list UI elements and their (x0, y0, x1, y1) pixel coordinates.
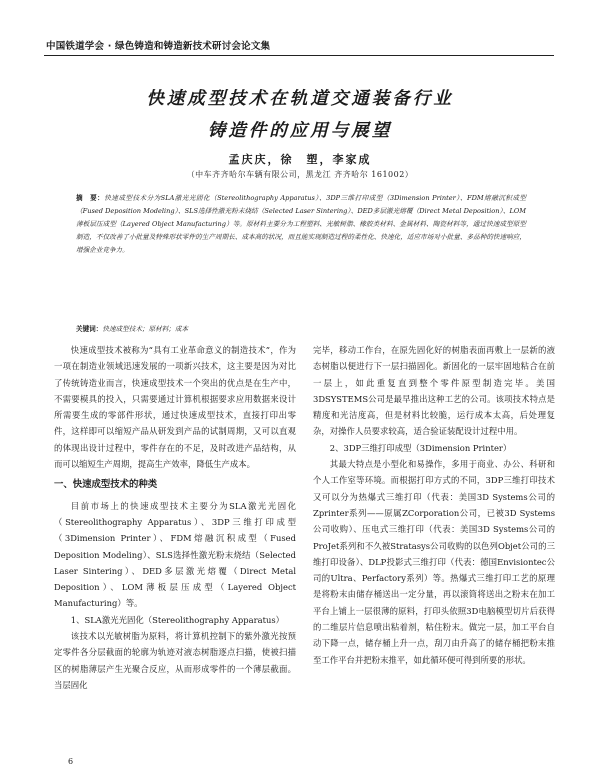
header-rule (44, 55, 554, 56)
keywords-text: 快速成型技术；原材料；成本 (102, 325, 189, 333)
subheading-3dp: 2、3DP三维打印成型（3Dimension Printer） (329, 442, 512, 453)
abstract-label: 摘 要： (76, 194, 105, 202)
subheading-sla: 1、SLA激光光固化（Stereolithography Apparatus） (70, 614, 285, 625)
abstract-text: 快速成型技术分为SLA激光光固化（Stereolithography Apparatus）、3DP三维打印成型（3Dimension Printer）、FDM熔融沉积成型（Fused Deposition Modeling）、SLS选择性激光粉末烧结（Selected Laser Sintering）、DED多层激光熔覆（Direct Metal Deposition）、LOM薄板层压成型（Layered Object Manufacturing）等。原材料主要分为工程塑料、光敏树脂、橡胶类材料、金属材料、陶瓷材料等，通过快速成型原型制造，不仅改善了小批量及特殊形状零件的生产周期长、成本高的状况，而且能实现制造过程的柔性化、快速化，适应市场对小批量、多品种的快速响应，增强企业竞争力。 (76, 194, 527, 254)
left-column (54, 342, 296, 693)
page-number: 6 (68, 757, 74, 766)
authors: 孟庆庆，徐 塑，李家成 (228, 153, 372, 166)
left-paragraph-intro: 快速成型技术被称为“具有工业革命意义的制造技术”，作为一项在制造业领域迅速发展的一项新兴技术，这主要是因为对比了传统铸造业而言，快速成型技术一个突出的优点是在生产中，不需要模具的投入，只需要通过计算机根据要求应用数据来设计所需要生成的零部件形状，通过快速成型技术，直接打印出零件，这样即可以缩短产品从研发到产品的试制周期，又可以直观的体现出设计过程中，零件存在的不足，及时改进产品结构，从而可以缩短生产周期，提高生产效率，降低生产成本。 (54, 345, 296, 470)
abstract (76, 192, 526, 257)
section-heading: 一、快速成型技术的种类 (54, 479, 158, 491)
affiliation: （中车齐齐哈尔车辆有限公司，黑龙江 齐齐哈尔 161002） (186, 170, 414, 179)
running-header: 中国铁道学会 · 绿色铸造和铸造新技术研讨会论文集 (46, 41, 271, 52)
right-paragraph-sla-cont: 完毕，移动工作台，在原先固化好的树脂表面再敷上一层新的液态树脂以便进行下一层扫描固化。新固化的一层牢固地粘合在前一层上，如此重复直到整个零件原型制造完毕。美国3DSYSTEMS公司是最早推出这种工艺的公司。该项技术特点是精度和光洁度高，但是材料比较脆，运行成本太高，后处理复杂，对操作人员要求较高，适合验证装配设计过程中用。 (313, 345, 555, 437)
left-paragraph-types: 目前市场上的快速成型技术主要分为SLA激光光固化（Stereolithography Apparatus）、3DP三维打印成型（3Dimension Printer）、FDM熔融沉积成型（Fused Deposition Modeling）、SLS选择性激光粉末烧结（Selected Laser Sintering）、DED多层激光熔覆（Direct Metal Deposition）、LOM薄板层压成型（Layered Object Manufacturing）等。 (54, 500, 296, 609)
keywords (76, 323, 526, 336)
left-paragraph-sla: 该技术以光敏树脂为原料，将计算机控制下的紫外激光按预定零件各分层截面的轮廓为轨迹对液态树脂逐点扫描，使被扫描区的树脂薄层产生光聚合反应，从而形成零件的一个薄层截面。当层固化 (54, 631, 296, 690)
paper-title-line-1: 快速成型技术在轨道交通装备行业 (146, 89, 454, 109)
right-paragraph-3dp: 其最大特点是小型化和易操作，多用于商业、办公、科研和个人工作室等环境。而根据打印方式的不同，3DP三维打印技术又可以分为热爆式三维打印（代表：美国3D Systems公司的Zprinter系列——原属ZCorporation公司，已被3D Systems公司收购）、压电式三维打印（代表：美国3D Systems公司的ProJet系列和不久被Stratasys公司收购的以色列Objet公司的三维打印设备）、DLP投影式三维打印（代表：德国Envisiontec公司的Ultra、Perfactory系列）等。热爆式三维打印工艺的原理是将粉末由储存桶送出一定分量，再以滚筒将送出之粉末在加工平台上铺上一层很薄的原料，打印头依照3D电脑模型切片后获得的二维层片信息喷出粘着剂，粘住粉末。做完一层，加工平台自动下降一点，储存桶上升一点，刮刀由升高了的储存桶把粉末推至工作平台并把粉末推平，如此循环便可得到所要的形状。 (313, 459, 555, 665)
right-column (313, 342, 555, 668)
paper-title-line-2: 铸造件的应用与展望 (207, 121, 393, 141)
keywords-label: 关键词： (76, 325, 103, 333)
